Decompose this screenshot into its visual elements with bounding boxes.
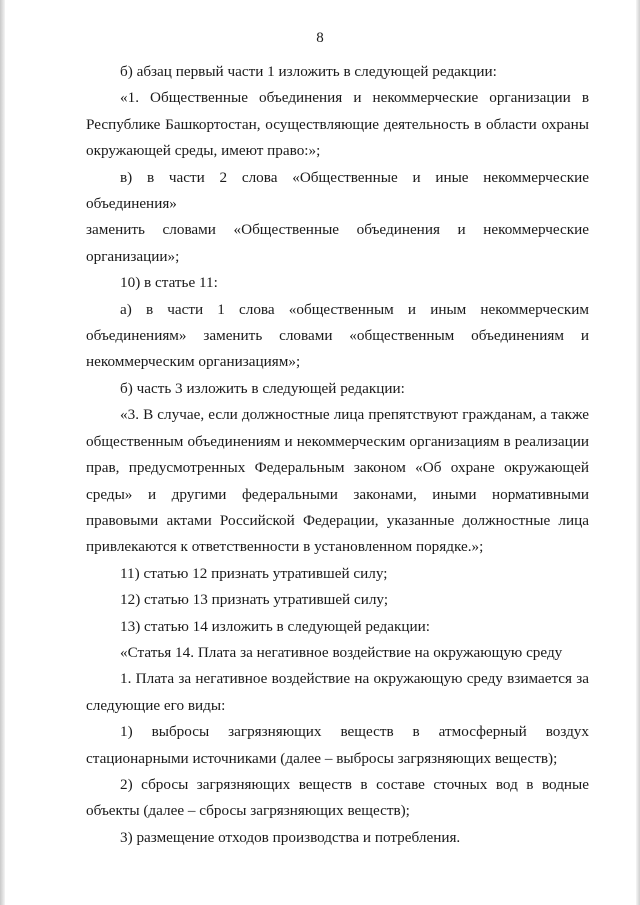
paragraph-line: б) часть 3 изложить в следующей редакции:: [120, 379, 405, 397]
paragraph-line: а) в части 1 слова «общественным и иным некоммерческим: [120, 300, 589, 318]
paragraph-line: организации»;: [86, 247, 180, 265]
paragraph-line: 11) статью 12 признать утратившей силу;: [120, 564, 388, 582]
paragraph-line: 2) сбросы загрязняющих веществ в составе сточных вод в водные: [120, 775, 589, 793]
paragraph-line: следующие его виды:: [86, 696, 226, 714]
paragraph-line: «1. Общественные объединения и некоммерческие организации в: [120, 89, 589, 107]
paragraph-line: окружающей среды, имеют право:»;: [86, 142, 321, 160]
paragraph-line: объединениям» заменить словами «общественным объединениям и: [86, 327, 589, 345]
paragraph-line: 1) выбросы загрязняющих веществ в атмосферный воздух: [120, 723, 589, 741]
paragraph-line: среды» и другими федеральными законами, иными нормативными: [86, 485, 589, 503]
paragraph-line: 3) размещение отходов производства и потребления.: [120, 828, 461, 846]
paragraph-line: Республике Башкортостан, осуществляющие деятельность в области охраны: [86, 115, 589, 133]
paragraph-line: привлекаются к ответственности в установленном порядке.»;: [86, 538, 484, 556]
paragraph-line: в) в части 2 слова «Общественные и иные некоммерческие объединения»: [86, 168, 589, 213]
paragraph-line: 13) статью 14 изложить в следующей редакции:: [120, 617, 430, 635]
paragraph-line: правовыми актами Российской Федерации, указанные должностные лица: [86, 511, 589, 529]
paragraph-line: объекты (далее – сбросы загрязняющих веществ);: [86, 802, 410, 820]
paragraph-line: 12) статью 13 признать утратившей силу;: [120, 591, 389, 609]
page-number: 8: [316, 30, 324, 46]
paragraph-line: «Статья 14. Плата за негативное воздействие на окружающую среду: [120, 643, 563, 661]
paragraph-line: «3. В случае, если должностные лица препятствуют гражданам, а также: [120, 406, 589, 424]
document-body: [86, 59, 589, 851]
paragraph-line: 10) в статье 11:: [120, 274, 218, 292]
paragraph-line: заменить словами «Общественные объединения и некоммерческие: [86, 221, 589, 239]
paragraph-line: 1. Плата за негативное воздействие на окружающую среду взимается за: [120, 670, 589, 688]
paragraph-line: стационарными источниками (далее – выбросы загрязняющих веществ);: [86, 749, 558, 767]
scan-edge-left: [0, 0, 5, 905]
scan-edge-right: [636, 0, 640, 905]
paragraph-line: общественным объединениям и некоммерческим организациям в реализации: [86, 432, 589, 450]
paragraph-line: б) абзац первый части 1 изложить в следующей редакции:: [120, 63, 497, 80]
paragraph-line: прав, предусмотренных Федеральным законом «Об охране окружающей: [86, 459, 589, 477]
paragraph-line: некоммерческим организациям»;: [86, 353, 301, 371]
